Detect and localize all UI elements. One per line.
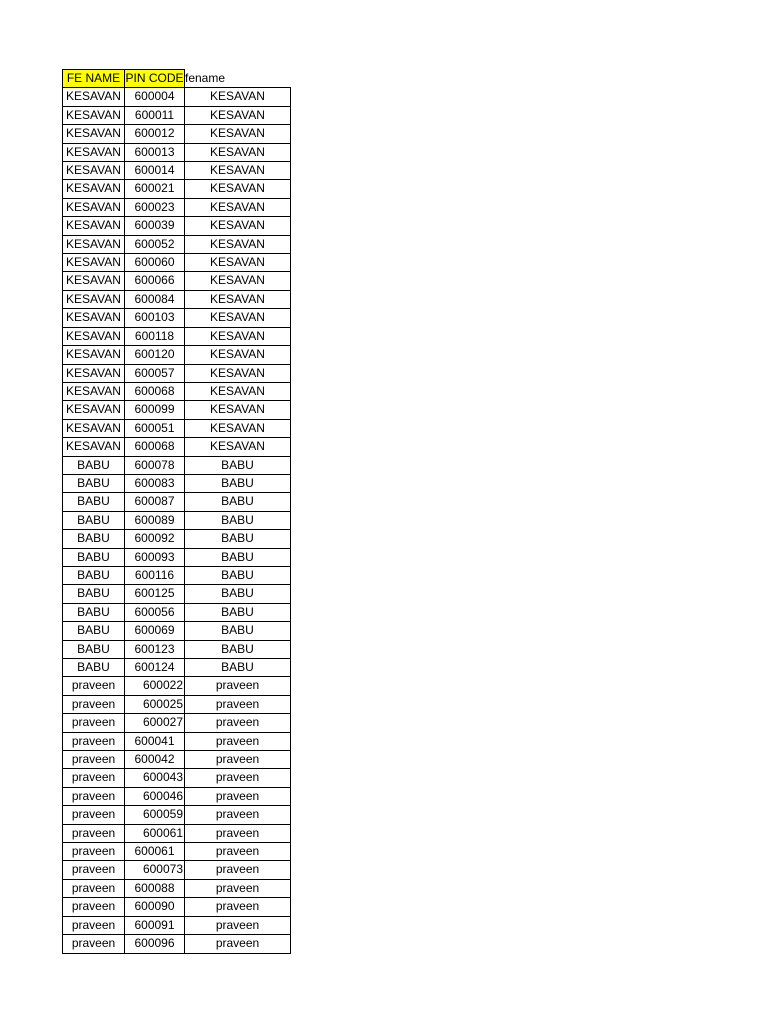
pin-code-cell[interactable]: 600120 — [125, 346, 185, 364]
fename-cell[interactable]: BABU — [185, 456, 291, 474]
pin-code-cell[interactable]: 600099 — [125, 401, 185, 419]
table-row — [63, 714, 291, 732]
fename-cell[interactable]: KESAVAN — [185, 125, 291, 143]
fename-cell[interactable]: praveen — [185, 898, 291, 916]
table-row — [63, 217, 291, 235]
fename-cell[interactable]: BABU — [185, 548, 291, 566]
fe-name-cell[interactable]: KESAVAN — [63, 198, 125, 216]
fename-cell[interactable]: BABU — [185, 622, 291, 640]
table-row — [63, 309, 291, 327]
pin-code-cell[interactable]: 600093 — [125, 548, 185, 566]
fename-cell[interactable]: KESAVAN — [185, 217, 291, 235]
fename-cell[interactable]: praveen — [185, 879, 291, 897]
table-row — [63, 530, 291, 548]
spreadsheet-table — [62, 69, 291, 954]
fe-name-cell[interactable]: praveen — [63, 898, 125, 916]
fe-name-cell[interactable]: KESAVAN — [63, 180, 125, 198]
fename-cell[interactable]: KESAVAN — [185, 235, 291, 253]
pin-code-cell[interactable]: 600092 — [125, 530, 185, 548]
table-row — [63, 419, 291, 437]
fe-name-cell[interactable]: praveen — [63, 769, 125, 787]
pin-code-cell[interactable]: 600091 — [125, 916, 185, 934]
fename-cell[interactable]: praveen — [185, 714, 291, 732]
fename-cell[interactable]: BABU — [185, 603, 291, 621]
pin-code-cell[interactable]: 600057 — [125, 364, 185, 382]
table-row — [63, 659, 291, 677]
fename-cell[interactable]: KESAVAN — [185, 88, 291, 106]
table-row — [63, 401, 291, 419]
pin-code-cell[interactable]: 600046 — [125, 787, 185, 805]
fe-name-cell[interactable]: KESAVAN — [63, 309, 125, 327]
table-row — [63, 548, 291, 566]
pin-code-cell[interactable]: 600041 — [125, 732, 185, 750]
table-row — [63, 843, 291, 861]
pin-code-cell[interactable]: 600012 — [125, 125, 185, 143]
pin-code-cell[interactable]: 600013 — [125, 143, 185, 161]
fe-name-cell[interactable]: BABU — [63, 566, 125, 584]
fename-cell[interactable]: praveen — [185, 732, 291, 750]
fename-cell[interactable]: praveen — [185, 935, 291, 953]
table-row — [63, 88, 291, 106]
fe-name-cell[interactable]: praveen — [63, 861, 125, 879]
fe-name-cell[interactable]: praveen — [63, 787, 125, 805]
header-fename[interactable]: fename — [185, 70, 291, 88]
table-row — [63, 474, 291, 492]
fe-name-cell[interactable]: praveen — [63, 732, 125, 750]
table-row — [63, 898, 291, 916]
pin-code-cell[interactable]: 600025 — [125, 695, 185, 713]
fe-name-cell[interactable]: KESAVAN — [63, 125, 125, 143]
fename-cell[interactable]: BABU — [185, 585, 291, 603]
fe-name-cell[interactable]: praveen — [63, 824, 125, 842]
fename-cell[interactable]: BABU — [185, 640, 291, 658]
fe-name-cell[interactable]: KESAVAN — [63, 438, 125, 456]
fename-cell[interactable]: praveen — [185, 861, 291, 879]
pin-code-cell[interactable]: 600069 — [125, 622, 185, 640]
table-row — [63, 806, 291, 824]
table-row — [63, 180, 291, 198]
fe-name-cell[interactable]: KESAVAN — [63, 162, 125, 180]
table-row — [63, 143, 291, 161]
table-row — [63, 640, 291, 658]
fe-name-cell[interactable]: BABU — [63, 511, 125, 529]
pin-code-cell[interactable]: 600061 — [125, 824, 185, 842]
pin-code-cell[interactable]: 600124 — [125, 659, 185, 677]
fename-cell[interactable]: praveen — [185, 751, 291, 769]
fe-name-cell[interactable]: BABU — [63, 456, 125, 474]
fe-name-cell[interactable]: KESAVAN — [63, 346, 125, 364]
fename-cell[interactable]: BABU — [185, 474, 291, 492]
pin-code-cell[interactable]: 600056 — [125, 603, 185, 621]
table-row — [63, 198, 291, 216]
table-row — [63, 769, 291, 787]
table-row — [63, 382, 291, 400]
fe-name-cell[interactable]: praveen — [63, 695, 125, 713]
pin-code-cell[interactable]: 600103 — [125, 309, 185, 327]
fename-cell[interactable]: KESAVAN — [185, 198, 291, 216]
fe-name-cell[interactable]: KESAVAN — [63, 143, 125, 161]
table-row — [63, 290, 291, 308]
pin-code-cell[interactable]: 600022 — [125, 677, 185, 695]
pin-code-cell[interactable]: 600090 — [125, 898, 185, 916]
header-row — [63, 70, 291, 88]
pin-code-cell[interactable]: 600059 — [125, 806, 185, 824]
fe-name-cell[interactable]: KESAVAN — [63, 254, 125, 272]
fename-cell[interactable]: KESAVAN — [185, 272, 291, 290]
pin-code-cell[interactable]: 600066 — [125, 272, 185, 290]
table-row — [63, 327, 291, 345]
pin-code-cell[interactable]: 600073 — [125, 861, 185, 879]
fename-cell[interactable]: KESAVAN — [185, 327, 291, 345]
pin-code-cell[interactable]: 600087 — [125, 493, 185, 511]
fename-cell[interactable]: praveen — [185, 769, 291, 787]
fename-cell[interactable]: KESAVAN — [185, 364, 291, 382]
fename-cell[interactable]: praveen — [185, 843, 291, 861]
pin-code-cell[interactable]: 600042 — [125, 751, 185, 769]
fe-name-cell[interactable]: praveen — [63, 806, 125, 824]
fename-cell[interactable]: praveen — [185, 787, 291, 805]
fe-name-cell[interactable]: KESAVAN — [63, 290, 125, 308]
pin-code-cell[interactable]: 600061 — [125, 843, 185, 861]
table-row — [63, 861, 291, 879]
table-row — [63, 585, 291, 603]
fe-name-cell[interactable]: KESAVAN — [63, 382, 125, 400]
table-row — [63, 346, 291, 364]
table-row — [63, 916, 291, 934]
table-row — [63, 254, 291, 272]
pin-code-cell[interactable]: 600021 — [125, 180, 185, 198]
table-row — [63, 493, 291, 511]
pin-code-cell[interactable]: 600004 — [125, 88, 185, 106]
pin-code-cell[interactable]: 600088 — [125, 879, 185, 897]
table-row — [63, 162, 291, 180]
fe-name-cell[interactable]: KESAVAN — [63, 106, 125, 124]
fe-name-cell[interactable]: BABU — [63, 548, 125, 566]
table-row — [63, 456, 291, 474]
fe-name-cell[interactable]: KESAVAN — [63, 401, 125, 419]
pin-code-cell[interactable]: 600083 — [125, 474, 185, 492]
fe-name-cell[interactable]: BABU — [63, 622, 125, 640]
fename-cell[interactable]: KESAVAN — [185, 438, 291, 456]
table-row — [63, 935, 291, 953]
table-row — [63, 677, 291, 695]
fename-cell[interactable]: praveen — [185, 824, 291, 842]
fename-cell[interactable]: BABU — [185, 530, 291, 548]
fename-cell[interactable]: KESAVAN — [185, 290, 291, 308]
fe-name-cell[interactable]: praveen — [63, 677, 125, 695]
fename-cell[interactable]: KESAVAN — [185, 162, 291, 180]
fe-name-cell[interactable]: KESAVAN — [63, 419, 125, 437]
pin-code-cell[interactable]: 600060 — [125, 254, 185, 272]
fe-name-cell[interactable]: KESAVAN — [63, 235, 125, 253]
fename-cell[interactable]: praveen — [185, 916, 291, 934]
table-row — [63, 106, 291, 124]
table-row — [63, 511, 291, 529]
table-row — [63, 364, 291, 382]
fename-cell[interactable]: KESAVAN — [185, 254, 291, 272]
fe-name-cell[interactable]: KESAVAN — [63, 327, 125, 345]
fename-cell[interactable]: BABU — [185, 493, 291, 511]
pin-code-cell[interactable]: 600011 — [125, 106, 185, 124]
fename-cell[interactable]: BABU — [185, 659, 291, 677]
fe-name-cell[interactable]: BABU — [63, 603, 125, 621]
fe-name-cell[interactable]: praveen — [63, 714, 125, 732]
table-row — [63, 235, 291, 253]
fe-name-cell[interactable]: BABU — [63, 493, 125, 511]
pin-code-cell[interactable]: 600014 — [125, 162, 185, 180]
fename-cell[interactable]: praveen — [185, 677, 291, 695]
pin-code-cell[interactable]: 600043 — [125, 769, 185, 787]
table-row — [63, 824, 291, 842]
fe-name-cell[interactable]: praveen — [63, 751, 125, 769]
pin-code-cell[interactable]: 600052 — [125, 235, 185, 253]
fename-cell[interactable]: KESAVAN — [185, 419, 291, 437]
fename-cell[interactable]: KESAVAN — [185, 309, 291, 327]
pin-code-cell[interactable]: 600116 — [125, 566, 185, 584]
fename-cell[interactable]: KESAVAN — [185, 346, 291, 364]
pin-code-cell[interactable]: 600084 — [125, 290, 185, 308]
table-row — [63, 603, 291, 621]
pin-code-cell[interactable]: 600039 — [125, 217, 185, 235]
fe-name-cell[interactable]: BABU — [63, 585, 125, 603]
fename-cell[interactable]: BABU — [185, 566, 291, 584]
pin-code-cell[interactable]: 600068 — [125, 438, 185, 456]
fe-name-cell[interactable]: KESAVAN — [63, 88, 125, 106]
fe-name-cell[interactable]: BABU — [63, 474, 125, 492]
pin-code-cell[interactable]: 600023 — [125, 198, 185, 216]
fe-name-cell[interactable]: praveen — [63, 879, 125, 897]
table-row — [63, 566, 291, 584]
pin-code-cell[interactable]: 600089 — [125, 511, 185, 529]
table-row — [63, 879, 291, 897]
fe-name-cell[interactable]: KESAVAN — [63, 272, 125, 290]
fename-cell[interactable]: KESAVAN — [185, 143, 291, 161]
pin-code-cell[interactable]: 600096 — [125, 935, 185, 953]
header-fe-name[interactable]: FE NAME — [63, 70, 125, 88]
fename-cell[interactable]: praveen — [185, 695, 291, 713]
fe-name-cell[interactable]: praveen — [63, 843, 125, 861]
pin-code-cell[interactable]: 600123 — [125, 640, 185, 658]
fename-cell[interactable]: KESAVAN — [185, 401, 291, 419]
fe-name-cell[interactable]: KESAVAN — [63, 364, 125, 382]
fename-cell[interactable]: BABU — [185, 511, 291, 529]
table-row — [63, 751, 291, 769]
fe-name-cell[interactable]: KESAVAN — [63, 217, 125, 235]
header-pin-code[interactable]: PIN CODE — [125, 70, 185, 88]
fe-name-cell[interactable]: BABU — [63, 659, 125, 677]
table-row — [63, 695, 291, 713]
table-row — [63, 125, 291, 143]
fe-name-cell[interactable]: praveen — [63, 916, 125, 934]
pin-code-cell[interactable]: 600027 — [125, 714, 185, 732]
table-row — [63, 272, 291, 290]
table-row — [63, 622, 291, 640]
fename-cell[interactable]: praveen — [185, 806, 291, 824]
pin-code-cell[interactable]: 600068 — [125, 382, 185, 400]
fe-name-cell[interactable]: praveen — [63, 935, 125, 953]
fename-cell[interactable]: KESAVAN — [185, 180, 291, 198]
pin-code-cell[interactable]: 600118 — [125, 327, 185, 345]
fe-name-cell[interactable]: BABU — [63, 530, 125, 548]
table-row — [63, 787, 291, 805]
fename-cell[interactable]: KESAVAN — [185, 106, 291, 124]
fe-name-cell[interactable]: BABU — [63, 640, 125, 658]
table-row — [63, 732, 291, 750]
table-row — [63, 438, 291, 456]
pin-code-cell[interactable]: 600125 — [125, 585, 185, 603]
pin-code-cell[interactable]: 600078 — [125, 456, 185, 474]
pin-code-cell[interactable]: 600051 — [125, 419, 185, 437]
table-body — [63, 88, 291, 953]
fename-cell[interactable]: KESAVAN — [185, 382, 291, 400]
